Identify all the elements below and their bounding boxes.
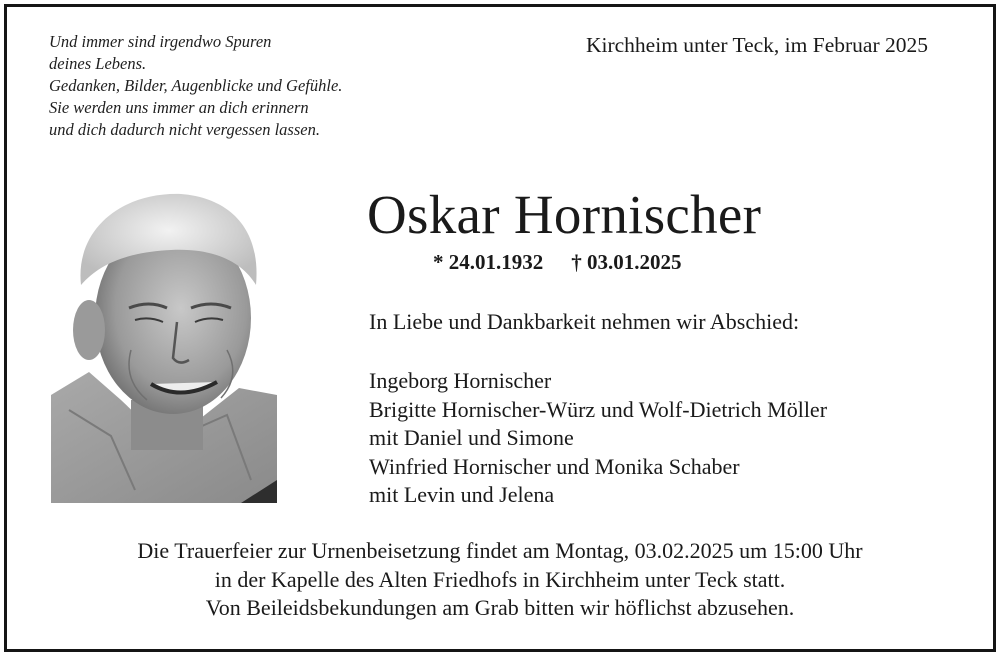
place-and-date: Kirchheim unter Teck, im Februar 2025	[585, 33, 928, 57]
mourner-line: Ingeborg Hornischer	[369, 368, 552, 393]
ceremony-notice	[7, 537, 993, 623]
poem-line: Sie werden uns immer an dich erinnern	[49, 98, 309, 117]
poem-line: Und immer sind irgendwo Spuren	[49, 32, 272, 51]
memorial-poem	[49, 31, 342, 141]
mourner-line: mit Daniel und Simone	[369, 425, 574, 450]
birth-date: * 24.01.1932	[433, 250, 544, 274]
farewell-line: In Liebe und Dankbarkeit nehmen wir Abschied:	[369, 309, 800, 334]
death-date: † 03.01.2025	[571, 250, 682, 274]
deceased-name: Oskar Hornischer	[367, 184, 762, 245]
poem-line: Gedanken, Bilder, Augenblicke und Gefühle.	[49, 76, 343, 95]
life-dates	[433, 250, 682, 275]
obituary-card	[4, 4, 996, 652]
poem-line: deines Lebens.	[49, 54, 147, 73]
ceremony-line: Die Trauerfeier zur Urnenbeisetzung findet am Montag, 03.02.2025 um 15:00 Uhr	[137, 538, 863, 563]
ceremony-line: in der Kapelle des Alten Friedhofs in Kirchheim unter Teck statt.	[214, 566, 786, 592]
mourner-line: Brigitte Hornischer-Würz und Wolf-Dietrich Möller	[369, 396, 828, 422]
mourner-line: mit Levin und Jelena	[369, 482, 555, 507]
mourners-list	[369, 367, 827, 510]
portrait-photo	[51, 190, 277, 503]
mourner-line: Winfried Hornischer und Monika Schaber	[369, 453, 740, 479]
ceremony-line: Von Beileidsbekundungen am Grab bitten wir höflichst abzusehen.	[205, 595, 795, 620]
poem-line: und dich dadurch nicht vergessen lassen.	[49, 120, 320, 139]
